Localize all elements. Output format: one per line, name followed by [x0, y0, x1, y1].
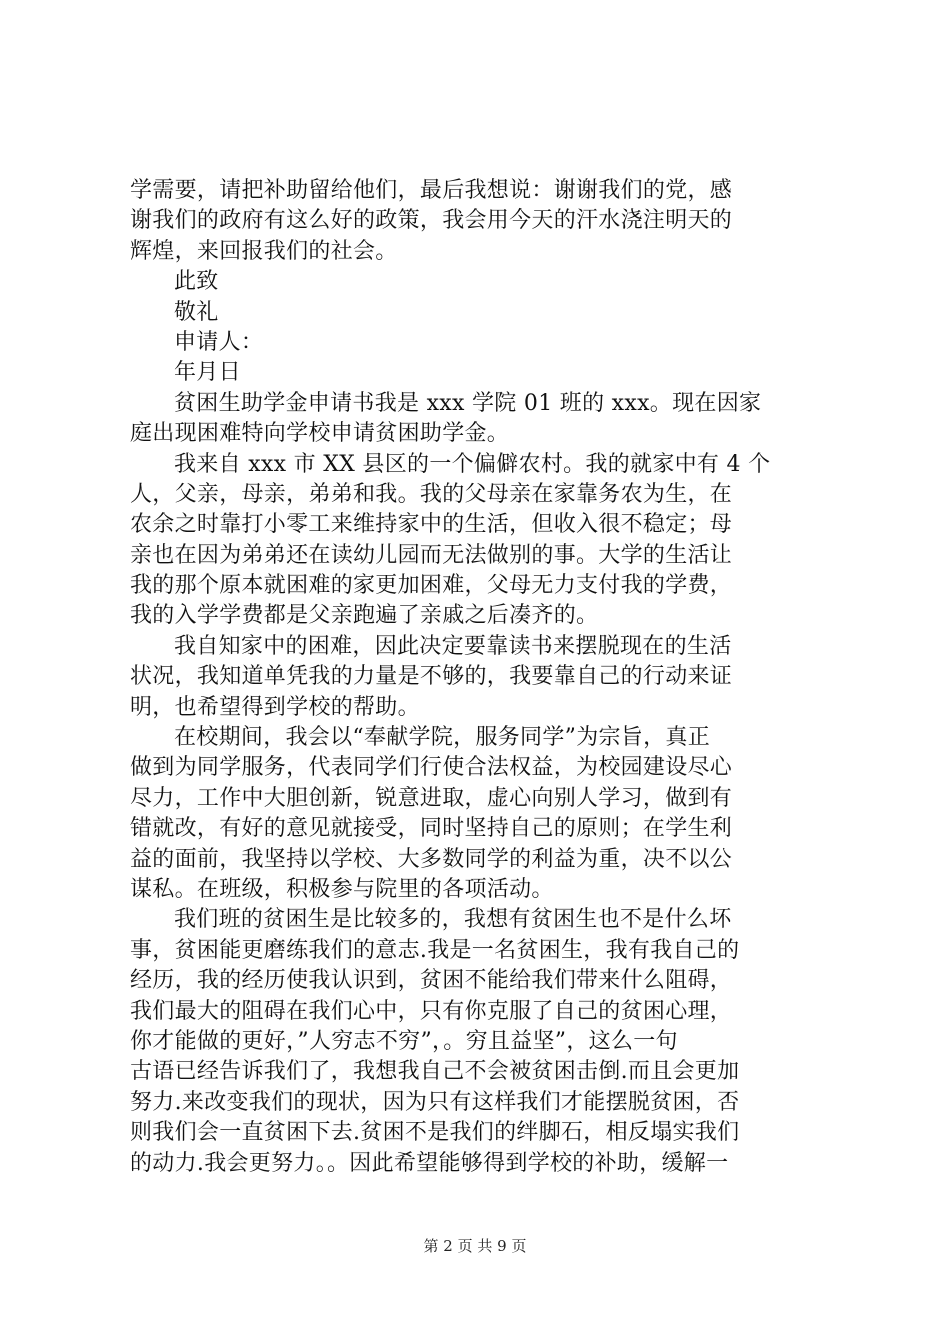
text-line: 申请人：: [174, 329, 264, 355]
text-line: 的动力.我会更努力。。因此希望能够得到学校的补助，缓解一: [130, 1150, 729, 1176]
text-line: 亲也在因为弟弟还在读幼儿园而无法做别的事。大学的生活让: [130, 542, 733, 568]
text-line: 我的那个原本就困难的家更加困难，父母无力支付我的学费，: [130, 573, 733, 599]
text-line: 人，父亲，母亲，弟弟和我。我的父母亲在家靠务农为生，在: [130, 481, 733, 507]
text-line: 敬礼: [174, 299, 219, 325]
text-line: 尽力，工作中大胆创新，锐意进取，虚心向别人学习，做到有: [130, 785, 733, 811]
text-line: 学需要，请把补助留给他们，最后我想说：谢谢我们的党，感: [130, 178, 733, 203]
text-line: 明，也希望得到学校的帮助。: [130, 694, 420, 720]
page-footer: [0, 1236, 950, 1256]
text-line: 努力.来改变我们的现状，因为只有这样我们才能摆脱贫困，否: [130, 1089, 740, 1115]
document-body: [130, 176, 830, 1179]
text-line: 年月日: [174, 360, 241, 386]
text-line: 我来自 xxx 市 XX 县区的一个偏僻农村。我的就家中有 4 个: [174, 451, 771, 477]
text-line: 庭出现困难特向学校申请贫困助学金。: [130, 421, 510, 447]
text-line: 益的面前，我坚持以学校、大多数同学的利益为重，决不以公: [130, 846, 733, 872]
text-line: 我们班的贫困生是比较多的，我想有贫困生也不是什么坏: [174, 907, 732, 933]
text-line: 谢我们的政府有这么好的政策，我会用今天的汗水浇注明天的: [130, 208, 733, 234]
text-line: 我的入学学费都是父亲跑遍了亲戚之后凑齐的。: [130, 603, 599, 629]
text-line: 辉煌，来回报我们的社会。: [130, 238, 398, 264]
text-line: 错就改，有好的意见就接受，同时坚持自己的原则；在学生利: [130, 816, 733, 842]
text-line: 我们最大的阻碍在我们心中，只有你克服了自己的贫困心理，: [130, 998, 733, 1024]
page-number-label: 第 2 页 共 9 页: [423, 1237, 527, 1255]
text-line: 在校期间，我会以“奉献学院，服务同学”为宗旨，真正: [174, 725, 710, 751]
text-line: 农余之时靠打小零工来维持家中的生活，但收入很不稳定；母: [130, 512, 733, 538]
text-line: 则我们会一直贫困下去.贫困不是我们的绊脚石，相反塌实我们: [130, 1120, 740, 1146]
text-line: 古语已经告诉我们了，我想我自己不会被贫困击倒.而且会更加: [130, 1059, 740, 1085]
text-line: 贫困生助学金申请书我是 xxx 学院 01 班的 xxx。现在因家: [174, 390, 762, 416]
text-line: 此致: [174, 269, 219, 295]
text-line: 谋私。在班级，积极参与院里的各项活动。: [130, 876, 554, 902]
text-line: 你才能做的更好，”人穷志不穷”，。穷且益坚”，这么一句: [130, 1028, 678, 1054]
text-line: 做到为同学服务，代表同学们行使合法权益，为校园建设尽心: [130, 755, 733, 781]
text-line: 事，贫困能更磨练我们的意志.我是一名贫困生，我有我自己的: [130, 937, 740, 963]
text-line: 经历，我的经历使我认识到，贫困不能给我们带来什么阻碍，: [130, 968, 733, 994]
text-line: 状况，我知道单凭我的力量是不够的，我要靠自己的行动来证: [130, 664, 733, 690]
text-line: 我自知家中的困难，因此决定要靠读书来摆脱现在的生活: [174, 633, 732, 659]
